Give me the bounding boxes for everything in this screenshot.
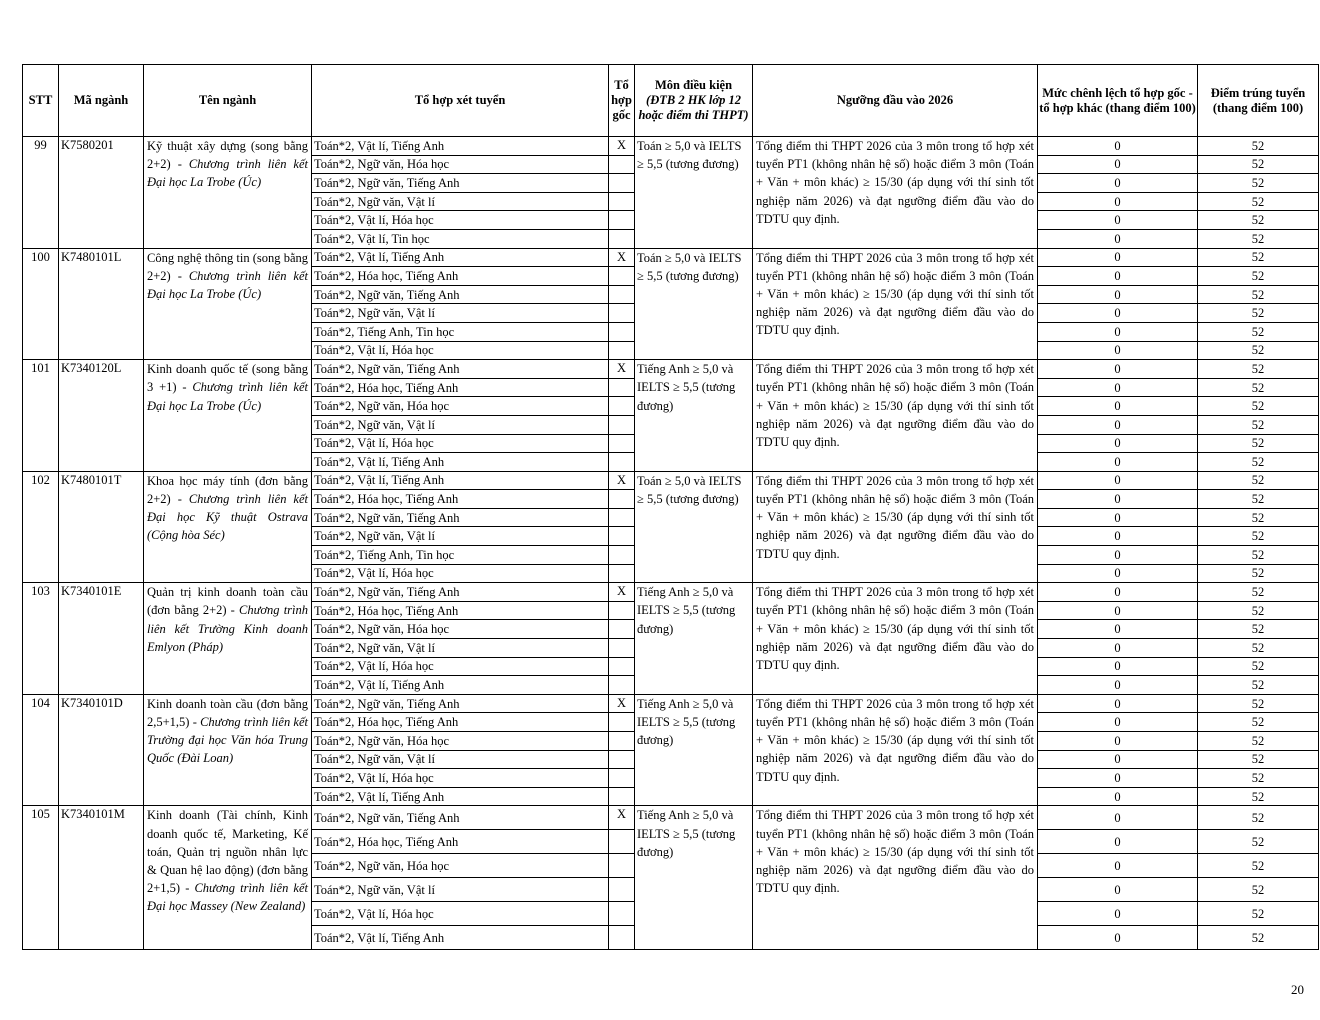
original-cell xyxy=(609,267,635,286)
difference-cell: 0 xyxy=(1038,471,1198,490)
difference-cell: 0 xyxy=(1038,878,1198,902)
combination-cell: Toán*2, Vật lí, Tiếng Anh xyxy=(312,248,609,267)
original-cell: X xyxy=(609,694,635,713)
score-cell: 52 xyxy=(1198,639,1319,658)
score-cell: 52 xyxy=(1198,471,1319,490)
score-cell: 52 xyxy=(1198,341,1319,360)
original-cell xyxy=(609,285,635,304)
row-major-name xyxy=(144,694,312,806)
score-cell: 52 xyxy=(1198,192,1319,211)
score-cell: 52 xyxy=(1198,564,1319,583)
difference-cell: 0 xyxy=(1038,769,1198,788)
difference-cell: 0 xyxy=(1038,322,1198,341)
original-cell xyxy=(609,341,635,360)
combination-cell: Toán*2, Vật lí, Tiếng Anh xyxy=(312,453,609,472)
difference-cell: 0 xyxy=(1038,267,1198,286)
row-stt: 104 xyxy=(23,694,59,806)
header-original: Tổ hợp gốc xyxy=(609,65,635,137)
difference-cell: 0 xyxy=(1038,806,1198,830)
original-cell xyxy=(609,174,635,193)
difference-cell: 0 xyxy=(1038,564,1198,583)
score-cell: 52 xyxy=(1198,434,1319,453)
threshold-cell: Tổng điểm thi THPT 2026 của 3 môn trong tổ hợp xét tuyển PT1 (không nhân hệ số) hoặc điểm 3 môn (Toán + Văn + môn khác) ≥ 15/30 (áp dụng với thí sinh tốt nghiệp năm 2026) và đạt ngưỡng điểm đầu vào do TDTU quy định. xyxy=(753,248,1038,360)
original-cell xyxy=(609,601,635,620)
combination-cell: Toán*2, Vật lí, Tin học xyxy=(312,229,609,248)
difference-cell: 0 xyxy=(1038,285,1198,304)
score-cell: 52 xyxy=(1198,830,1319,854)
row-major-code: K7480101T xyxy=(59,471,144,583)
difference-cell: 0 xyxy=(1038,174,1198,193)
combination-cell: Toán*2, Hóa học, Tiếng Anh xyxy=(312,713,609,732)
major-program-text: Chương trình liên kết Đại học Massey (New Zealand) xyxy=(147,881,308,914)
score-cell: 52 xyxy=(1198,137,1319,156)
row-stt: 102 xyxy=(23,471,59,583)
combination-cell: Toán*2, Ngữ văn, Tiếng Anh xyxy=(312,285,609,304)
score-cell: 52 xyxy=(1198,694,1319,713)
score-cell: 52 xyxy=(1198,415,1319,434)
difference-cell: 0 xyxy=(1038,434,1198,453)
original-cell xyxy=(609,878,635,902)
row-major-name xyxy=(144,583,312,695)
original-cell xyxy=(609,322,635,341)
score-cell: 52 xyxy=(1198,583,1319,602)
difference-cell: 0 xyxy=(1038,248,1198,267)
combination-cell: Toán*2, Ngữ văn, Hóa học xyxy=(312,155,609,174)
difference-cell: 0 xyxy=(1038,639,1198,658)
table-row xyxy=(23,248,1319,267)
original-cell xyxy=(609,490,635,509)
row-major-code: K7340101D xyxy=(59,694,144,806)
difference-cell: 0 xyxy=(1038,415,1198,434)
difference-cell: 0 xyxy=(1038,397,1198,416)
table-row xyxy=(23,694,1319,713)
difference-cell: 0 xyxy=(1038,694,1198,713)
difference-cell: 0 xyxy=(1038,527,1198,546)
difference-cell: 0 xyxy=(1038,583,1198,602)
major-name-text: Kỹ thuật xây dựng (song bằng 2+2) - xyxy=(147,139,308,172)
original-cell xyxy=(609,304,635,323)
score-cell: 52 xyxy=(1198,787,1319,806)
original-cell xyxy=(609,787,635,806)
major-program-text: Chương trình liên kết Trường Kinh doanh Emlyon (Pháp) xyxy=(147,603,309,654)
difference-cell: 0 xyxy=(1038,378,1198,397)
score-cell: 52 xyxy=(1198,508,1319,527)
score-cell: 52 xyxy=(1198,854,1319,878)
header-difference: Mức chênh lệch tổ hợp gốc - tổ hợp khác (thang điểm 100) xyxy=(1038,65,1198,137)
original-cell xyxy=(609,657,635,676)
combination-cell: Toán*2, Hóa học, Tiếng Anh xyxy=(312,378,609,397)
difference-cell: 0 xyxy=(1038,508,1198,527)
difference-cell: 0 xyxy=(1038,211,1198,230)
row-major-code: K7340101M xyxy=(59,806,144,950)
score-cell: 52 xyxy=(1198,285,1319,304)
row-stt: 100 xyxy=(23,248,59,360)
major-name-text: Quản trị kinh doanh toàn cầu (đơn bằng 2+2) - xyxy=(147,585,308,618)
original-cell xyxy=(609,639,635,658)
difference-cell: 0 xyxy=(1038,620,1198,639)
major-program-text: Chương trình liên kết Đại học La Trobe (Úc) xyxy=(147,268,308,301)
combination-cell: Toán*2, Vật lí, Tiếng Anh xyxy=(312,137,609,156)
condition-cell: Toán ≥ 5,0 và IELTS ≥ 5,5 (tương đương) xyxy=(635,471,753,583)
original-cell xyxy=(609,750,635,769)
original-cell xyxy=(609,415,635,434)
original-cell xyxy=(609,211,635,230)
difference-cell: 0 xyxy=(1038,713,1198,732)
combination-cell: Toán*2, Ngữ văn, Tiếng Anh xyxy=(312,583,609,602)
score-cell: 52 xyxy=(1198,676,1319,695)
difference-cell: 0 xyxy=(1038,137,1198,156)
row-stt: 101 xyxy=(23,360,59,472)
condition-cell: Tiếng Anh ≥ 5,0 và IELTS ≥ 5,5 (tương đương) xyxy=(635,694,753,806)
combination-cell: Toán*2, Vật lí, Tiếng Anh xyxy=(312,926,609,950)
original-cell xyxy=(609,926,635,950)
condition-cell: Tiếng Anh ≥ 5,0 và IELTS ≥ 5,5 (tương đương) xyxy=(635,806,753,950)
difference-cell: 0 xyxy=(1038,304,1198,323)
row-major-name xyxy=(144,471,312,583)
original-cell: X xyxy=(609,248,635,267)
combination-cell: Toán*2, Ngữ văn, Tiếng Anh xyxy=(312,806,609,830)
combination-cell: Toán*2, Hóa học, Tiếng Anh xyxy=(312,830,609,854)
header-name: Tên ngành xyxy=(144,65,312,137)
row-stt: 103 xyxy=(23,583,59,695)
combination-cell: Toán*2, Tiếng Anh, Tin học xyxy=(312,546,609,565)
score-cell: 52 xyxy=(1198,490,1319,509)
condition-cell: Tiếng Anh ≥ 5,0 và IELTS ≥ 5,5 (tương đương) xyxy=(635,360,753,472)
table-row xyxy=(23,360,1319,379)
table-row xyxy=(23,583,1319,602)
major-name-text: Khoa học máy tính (đơn bằng 2+2) - xyxy=(147,473,308,506)
difference-cell: 0 xyxy=(1038,192,1198,211)
difference-cell: 0 xyxy=(1038,902,1198,926)
row-major-name xyxy=(144,248,312,360)
major-program-text: Chương trình liên kết Trường đại học Văn hóa Trung Quốc (Đài Loan) xyxy=(147,715,308,766)
combination-cell: Toán*2, Vật lí, Hóa học xyxy=(312,341,609,360)
original-cell xyxy=(609,676,635,695)
major-program-text: Chương trình liên kết Đại học La Trobe (Úc) xyxy=(147,157,308,190)
header-row xyxy=(23,65,1319,137)
original-cell: X xyxy=(609,806,635,830)
score-cell: 52 xyxy=(1198,322,1319,341)
combination-cell: Toán*2, Vật lí, Tiếng Anh xyxy=(312,676,609,695)
combination-cell: Toán*2, Hóa học, Tiếng Anh xyxy=(312,267,609,286)
original-cell: X xyxy=(609,137,635,156)
difference-cell: 0 xyxy=(1038,490,1198,509)
threshold-cell: Tổng điểm thi THPT 2026 của 3 môn trong tổ hợp xét tuyển PT1 (không nhân hệ số) hoặc điểm 3 môn (Toán + Văn + môn khác) ≥ 15/30 (áp dụng với thí sinh tốt nghiệp năm 2026) và đạt ngưỡng điểm đầu vào do TDTU quy định. xyxy=(753,360,1038,472)
original-cell xyxy=(609,453,635,472)
original-cell xyxy=(609,830,635,854)
threshold-cell: Tổng điểm thi THPT 2026 của 3 môn trong tổ hợp xét tuyển PT1 (không nhân hệ số) hoặc điểm 3 môn (Toán + Văn + môn khác) ≥ 15/30 (áp dụng với thí sinh tốt nghiệp năm 2026) và đạt ngưỡng điểm đầu vào do TDTU quy định. xyxy=(753,806,1038,950)
original-cell xyxy=(609,713,635,732)
score-cell: 52 xyxy=(1198,769,1319,788)
original-cell xyxy=(609,527,635,546)
row-major-code: K7480101L xyxy=(59,248,144,360)
original-cell xyxy=(609,902,635,926)
combination-cell: Toán*2, Hóa học, Tiếng Anh xyxy=(312,490,609,509)
score-cell: 52 xyxy=(1198,878,1319,902)
original-cell xyxy=(609,378,635,397)
threshold-cell: Tổng điểm thi THPT 2026 của 3 môn trong tổ hợp xét tuyển PT1 (không nhân hệ số) hoặc điểm 3 môn (Toán + Văn + môn khác) ≥ 15/30 (áp dụng với thí sinh tốt nghiệp năm 2026) và đạt ngưỡng điểm đầu vào do TDTU quy định. xyxy=(753,583,1038,695)
combination-cell: Toán*2, Ngữ văn, Vật lí xyxy=(312,750,609,769)
combination-cell: Toán*2, Ngữ văn, Vật lí xyxy=(312,415,609,434)
combination-cell: Toán*2, Ngữ văn, Hóa học xyxy=(312,732,609,751)
table-row xyxy=(23,806,1319,830)
original-cell: X xyxy=(609,360,635,379)
score-cell: 52 xyxy=(1198,902,1319,926)
score-cell: 52 xyxy=(1198,601,1319,620)
combination-cell: Toán*2, Vật lí, Hóa học xyxy=(312,434,609,453)
combination-cell: Toán*2, Ngữ văn, Vật lí xyxy=(312,304,609,323)
score-cell: 52 xyxy=(1198,657,1319,676)
original-cell: X xyxy=(609,471,635,490)
condition-cell: Toán ≥ 5,0 và IELTS ≥ 5,5 (tương đương) xyxy=(635,137,753,249)
original-cell xyxy=(609,508,635,527)
combination-cell: Toán*2, Ngữ văn, Vật lí xyxy=(312,527,609,546)
row-major-code: K7340120L xyxy=(59,360,144,472)
header-score: Điểm trúng tuyển (thang điểm 100) xyxy=(1198,65,1319,137)
combination-cell: Toán*2, Tiếng Anh, Tin học xyxy=(312,322,609,341)
threshold-cell: Tổng điểm thi THPT 2026 của 3 môn trong tổ hợp xét tuyển PT1 (không nhân hệ số) hoặc điểm 3 môn (Toán + Văn + môn khác) ≥ 15/30 (áp dụng với thí sinh tốt nghiệp năm 2026) và đạt ngưỡng điểm đầu vào do TDTU quy định. xyxy=(753,137,1038,249)
score-cell: 52 xyxy=(1198,229,1319,248)
major-name-text: Kinh doanh quốc tế (song bằng 3 +1) - xyxy=(147,362,308,395)
original-cell xyxy=(609,192,635,211)
combination-cell: Toán*2, Ngữ văn, Hóa học xyxy=(312,620,609,639)
score-cell: 52 xyxy=(1198,378,1319,397)
condition-cell: Toán ≥ 5,0 và IELTS ≥ 5,5 (tương đương) xyxy=(635,248,753,360)
row-major-name xyxy=(144,137,312,249)
score-cell: 52 xyxy=(1198,750,1319,769)
original-cell xyxy=(609,229,635,248)
row-major-name xyxy=(144,360,312,472)
header-condition-sub: (ĐTB 2 HK lớp 12 hoặc điểm thi THPT) xyxy=(638,93,749,122)
row-major-code: K7340101E xyxy=(59,583,144,695)
header-stt: STT xyxy=(23,65,59,137)
major-name-text: Công nghệ thông tin (song bằng 2+2) - xyxy=(147,250,308,283)
header-threshold: Ngưỡng đầu vào 2026 xyxy=(753,65,1038,137)
score-cell: 52 xyxy=(1198,174,1319,193)
original-cell xyxy=(609,397,635,416)
difference-cell: 0 xyxy=(1038,601,1198,620)
combination-cell: Toán*2, Ngữ văn, Vật lí xyxy=(312,878,609,902)
page-number: 20 xyxy=(1291,982,1304,997)
major-program-text: Chương trình liên kết Đại học Kỹ thuật Ostrava (Cộng hòa Séc) xyxy=(147,491,308,543)
original-cell xyxy=(609,769,635,788)
score-cell: 52 xyxy=(1198,211,1319,230)
row-major-code: K7580201 xyxy=(59,137,144,249)
major-name-text: Kinh doanh toàn cầu (đơn bằng 2,5+1,5) - xyxy=(147,696,308,730)
combination-cell: Toán*2, Vật lí, Hóa học xyxy=(312,211,609,230)
difference-cell: 0 xyxy=(1038,830,1198,854)
combination-cell: Toán*2, Vật lí, Tiếng Anh xyxy=(312,471,609,490)
score-cell: 52 xyxy=(1198,926,1319,950)
original-cell xyxy=(609,732,635,751)
combination-cell: Toán*2, Vật lí, Hóa học xyxy=(312,657,609,676)
difference-cell: 0 xyxy=(1038,676,1198,695)
original-cell xyxy=(609,434,635,453)
table-row xyxy=(23,471,1319,490)
combination-cell: Toán*2, Ngữ văn, Tiếng Anh xyxy=(312,508,609,527)
row-major-name xyxy=(144,806,312,950)
difference-cell: 0 xyxy=(1038,732,1198,751)
header-condition-title: Môn điều kiện xyxy=(654,78,733,92)
threshold-cell: Tổng điểm thi THPT 2026 của 3 môn trong tổ hợp xét tuyển PT1 (không nhân hệ số) hoặc điểm 3 môn (Toán + Văn + môn khác) ≥ 15/30 (áp dụng với thí sinh tốt nghiệp năm 2026) và đạt ngưỡng điểm đầu vào do TDTU quy định. xyxy=(753,694,1038,806)
score-cell: 52 xyxy=(1198,304,1319,323)
table-body xyxy=(23,137,1319,950)
score-cell: 52 xyxy=(1198,155,1319,174)
header-condition xyxy=(635,65,753,137)
combination-cell: Toán*2, Ngữ văn, Vật lí xyxy=(312,192,609,211)
difference-cell: 0 xyxy=(1038,546,1198,565)
difference-cell: 0 xyxy=(1038,229,1198,248)
difference-cell: 0 xyxy=(1038,854,1198,878)
score-cell: 52 xyxy=(1198,620,1319,639)
score-cell: 52 xyxy=(1198,806,1319,830)
row-stt: 105 xyxy=(23,806,59,950)
combination-cell: Toán*2, Vật lí, Hóa học xyxy=(312,564,609,583)
difference-cell: 0 xyxy=(1038,360,1198,379)
combination-cell: Toán*2, Ngữ văn, Tiếng Anh xyxy=(312,360,609,379)
row-stt: 99 xyxy=(23,137,59,249)
score-cell: 52 xyxy=(1198,546,1319,565)
header-code: Mã ngành xyxy=(59,65,144,137)
difference-cell: 0 xyxy=(1038,453,1198,472)
combination-cell: Toán*2, Ngữ văn, Tiếng Anh xyxy=(312,174,609,193)
major-name-text: Kinh doanh (Tài chính, Kinh doanh quốc tế, Marketing, Kế toán, Quản trị nguồn nhân lực & Quan hệ lao động) (đơn bằng 2+1,5) - xyxy=(147,808,308,896)
combination-cell: Toán*2, Ngữ văn, Vật lí xyxy=(312,639,609,658)
score-cell: 52 xyxy=(1198,397,1319,416)
combination-cell: Toán*2, Vật lí, Tiếng Anh xyxy=(312,787,609,806)
score-cell: 52 xyxy=(1198,267,1319,286)
combination-cell: Toán*2, Ngữ văn, Tiếng Anh xyxy=(312,694,609,713)
difference-cell: 0 xyxy=(1038,657,1198,676)
difference-cell: 0 xyxy=(1038,926,1198,950)
combination-cell: Toán*2, Vật lí, Hóa học xyxy=(312,902,609,926)
combination-cell: Toán*2, Ngữ văn, Hóa học xyxy=(312,854,609,878)
original-cell: X xyxy=(609,583,635,602)
original-cell xyxy=(609,546,635,565)
score-cell: 52 xyxy=(1198,248,1319,267)
difference-cell: 0 xyxy=(1038,750,1198,769)
score-cell: 52 xyxy=(1198,360,1319,379)
difference-cell: 0 xyxy=(1038,155,1198,174)
original-cell xyxy=(609,155,635,174)
header-combination: Tổ hợp xét tuyển xyxy=(312,65,609,137)
original-cell xyxy=(609,854,635,878)
combination-cell: Toán*2, Ngữ văn, Hóa học xyxy=(312,397,609,416)
threshold-cell: Tổng điểm thi THPT 2026 của 3 môn trong tổ hợp xét tuyển PT1 (không nhân hệ số) hoặc điểm 3 môn (Toán + Văn + môn khác) ≥ 15/30 (áp dụng với thí sinh tốt nghiệp năm 2026) và đạt ngưỡng điểm đầu vào do TDTU quy định. xyxy=(753,471,1038,583)
condition-cell: Tiếng Anh ≥ 5,0 và IELTS ≥ 5,5 (tương đương) xyxy=(635,583,753,695)
difference-cell: 0 xyxy=(1038,341,1198,360)
score-cell: 52 xyxy=(1198,713,1319,732)
score-cell: 52 xyxy=(1198,732,1319,751)
major-program-text: Chương trình liên kết Đại học La Trobe (Úc) xyxy=(147,380,309,413)
score-cell: 52 xyxy=(1198,527,1319,546)
score-cell: 52 xyxy=(1198,453,1319,472)
table-row xyxy=(23,137,1319,156)
combination-cell: Toán*2, Vật lí, Hóa học xyxy=(312,769,609,788)
original-cell xyxy=(609,620,635,639)
difference-cell: 0 xyxy=(1038,787,1198,806)
admission-table xyxy=(22,64,1319,950)
original-cell xyxy=(609,564,635,583)
combination-cell: Toán*2, Hóa học, Tiếng Anh xyxy=(312,601,609,620)
